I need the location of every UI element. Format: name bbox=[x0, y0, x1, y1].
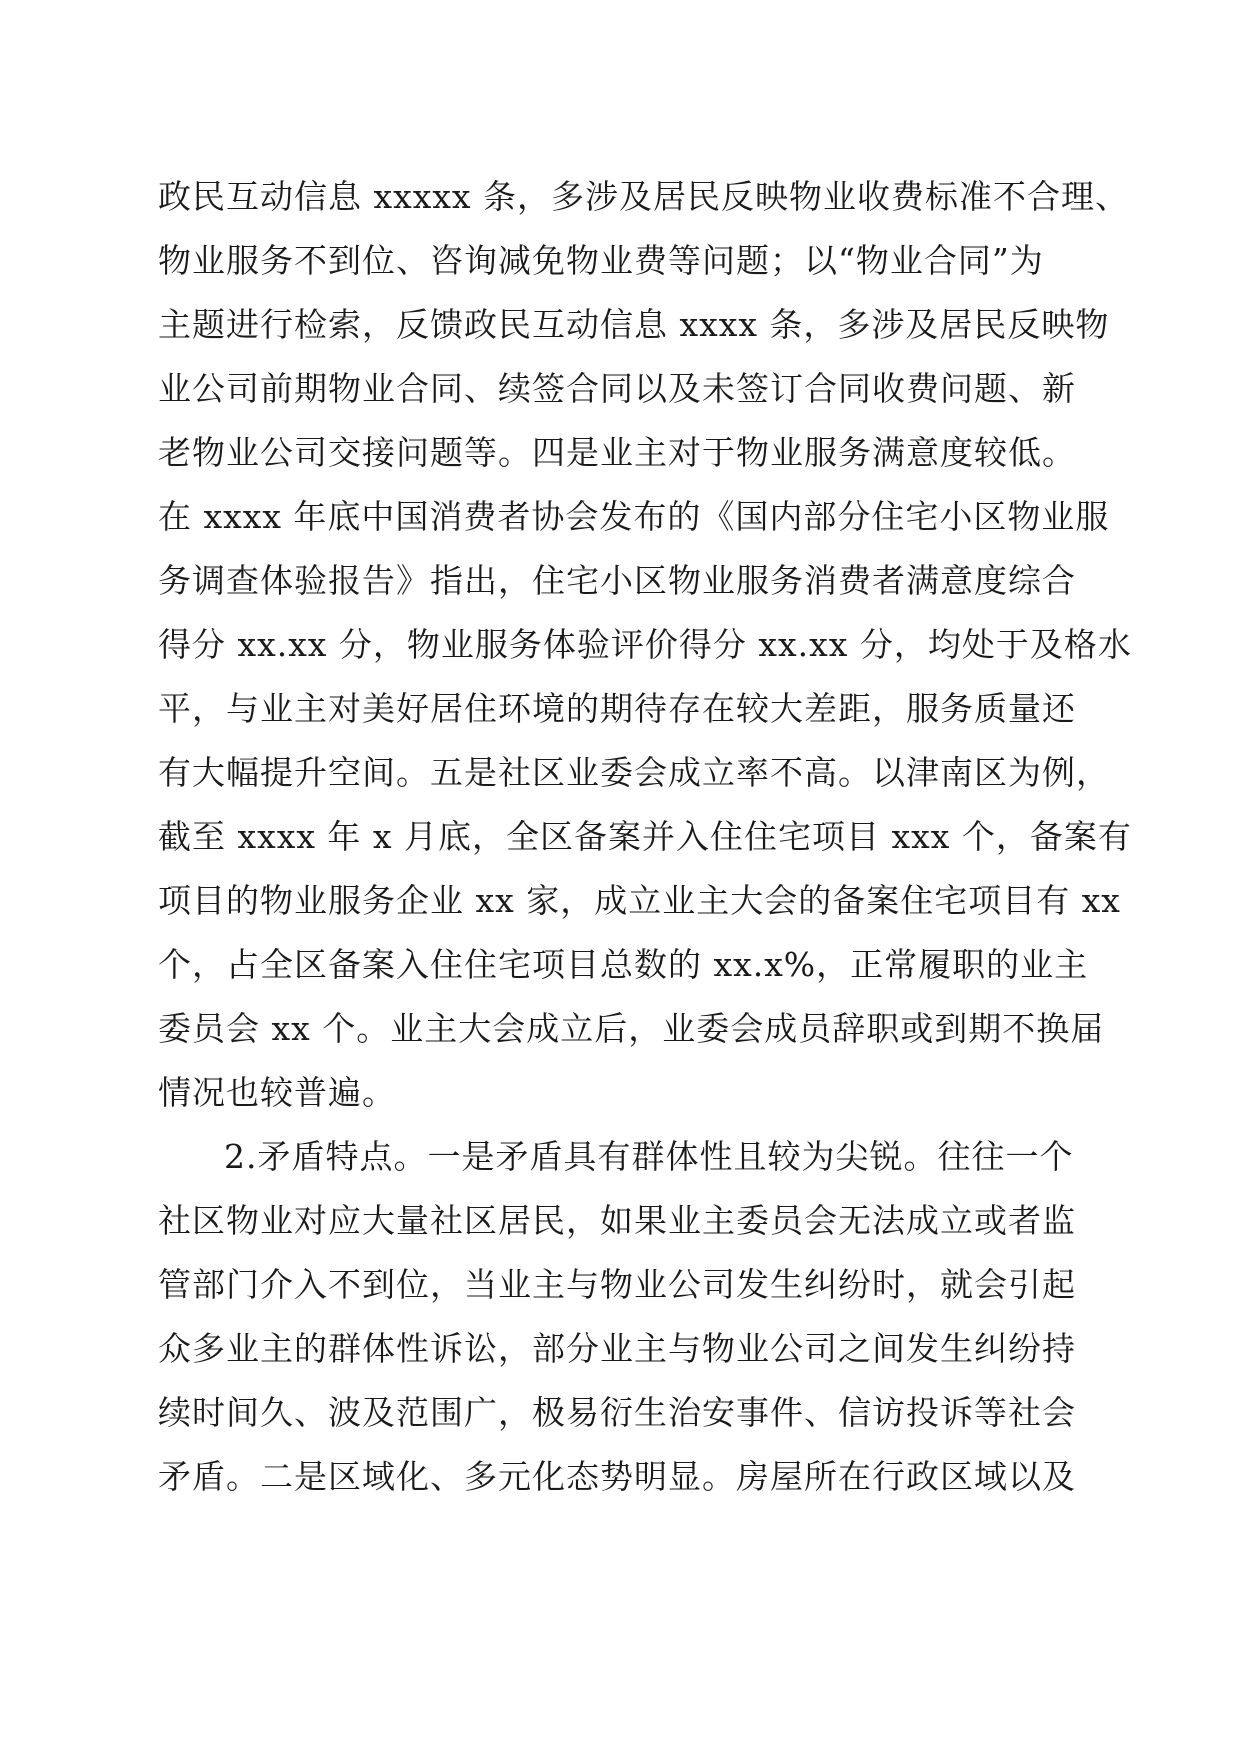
text-line: 主题进行检索，反馈政民互动信息 xxxx 条，多涉及居民反映物 bbox=[158, 305, 1110, 344]
text-line: 个，占全区备案入住住宅项目总数的 xx.x%，正常履职的业主 bbox=[158, 945, 1089, 984]
text-line: 截至 xxxx 年 x 月底，全区备案并入住住宅项目 xxx 个，备案有 bbox=[158, 817, 1132, 856]
text-line: 矛盾。二是区域化、多元化态势明显。房屋所在行政区域以及 bbox=[158, 1457, 1076, 1496]
text-line: 委员会 xx 个。业主大会成立后，业委会成员辞职或到期不换届 bbox=[158, 1009, 1105, 1048]
text-line: 政民互动信息 xxxxx 条，多涉及居民反映物业收费标准不合理、 bbox=[158, 177, 1130, 216]
text-line: 情况也较普遍。 bbox=[158, 1073, 396, 1112]
text-line: 务调查体验报告》指出，住宅小区物业服务消费者满意度综合 bbox=[158, 561, 1076, 600]
text-line: 物业服务不到位、咨询减免物业费等问题；以“物业合同”为 bbox=[158, 241, 1044, 280]
text-line: 社区物业对应大量社区居民，如果业主委员会无法成立或者监 bbox=[158, 1201, 1076, 1240]
text-line: 业公司前期物业合同、续签合同以及未签订合同收费问题、新 bbox=[158, 369, 1076, 408]
text-line: 项目的物业服务企业 xx 家，成立业主大会的备案住宅项目有 xx bbox=[158, 881, 1121, 920]
paragraph-heading-line: 2.矛盾特点。一是矛盾具有群体性且较为尖锐。往往一个 bbox=[224, 1137, 1074, 1176]
text-line: 得分 xx.xx 分，物业服务体验评价得分 xx.xx 分，均处于及格水 bbox=[158, 625, 1132, 664]
text-line: 平，与业主对美好居住环境的期待存在较大差距，服务质量还 bbox=[158, 689, 1076, 728]
text-line: 有大幅提升空间。五是社区业委会成立率不高。以津南区为例， bbox=[158, 753, 1110, 792]
text-line: 众多业主的群体性诉讼，部分业主与物业公司之间发生纠纷持 bbox=[158, 1329, 1076, 1368]
text-line: 在 xxxx 年底中国消费者协会发布的《国内部分住宅小区物业服 bbox=[158, 497, 1110, 536]
body-text bbox=[158, 165, 1132, 1509]
text-line: 续时间久、波及范围广，极易衍生治安事件、信访投诉等社会 bbox=[158, 1393, 1076, 1432]
text-line: 管部门介入不到位，当业主与物业公司发生纠纷时，就会引起 bbox=[158, 1265, 1076, 1304]
text-line: 老物业公司交接问题等。四是业主对于物业服务满意度较低。 bbox=[158, 433, 1076, 472]
